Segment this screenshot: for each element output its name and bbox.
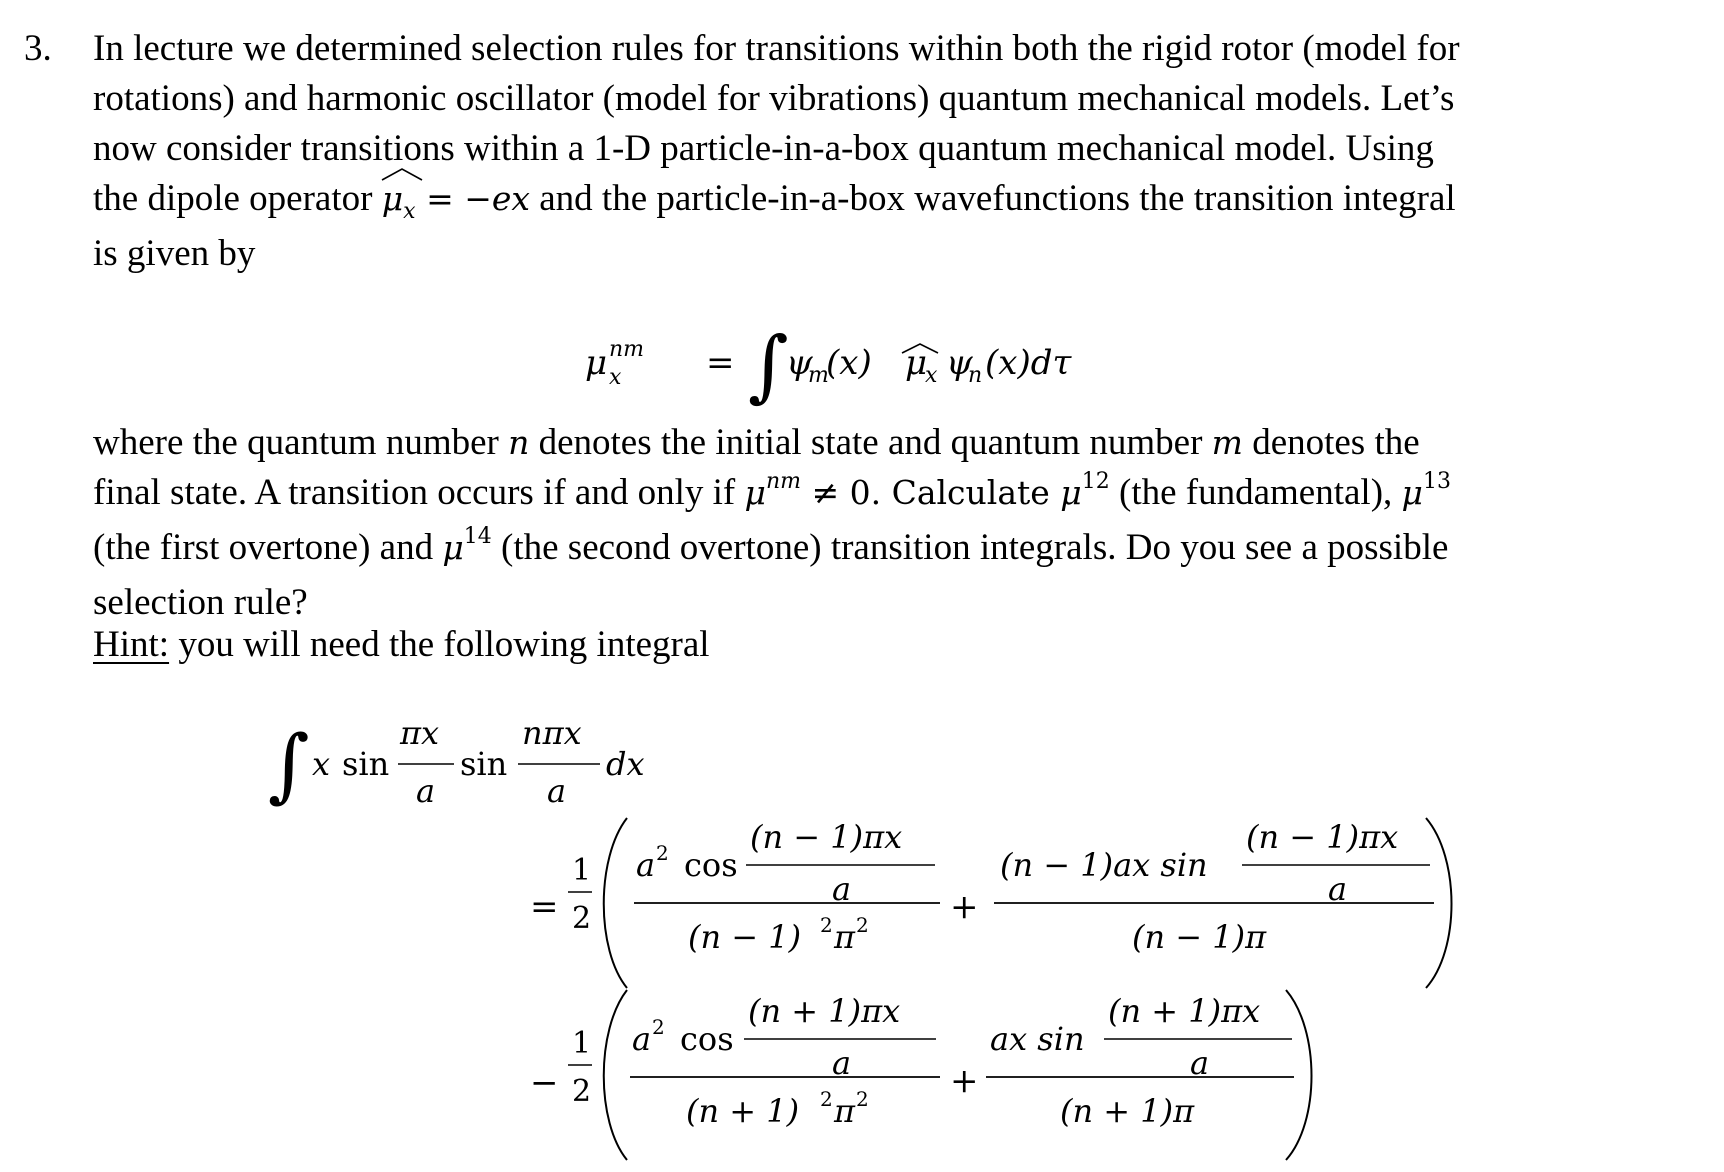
hint-row2-cos-arg-num: (n + 1)πx xyxy=(748,992,901,1030)
hint-row1-a: a xyxy=(636,846,656,884)
hint-row2-right-paren xyxy=(1286,990,1312,1160)
hint-lhs-frac1-den: a xyxy=(416,772,436,810)
intro-line-4-ex: ex xyxy=(491,179,530,218)
body-line-1 xyxy=(93,418,1693,468)
question-number: 3. xyxy=(24,28,52,69)
eq1-op-mu: μ xyxy=(905,343,928,383)
dipole-operator-mu: μ xyxy=(381,179,404,218)
hint-row2-term2-den: (n + 1)π xyxy=(1060,1092,1195,1130)
var-m: m xyxy=(1211,423,1243,462)
hint-row1-term1-den-sq1: 2 xyxy=(820,913,833,937)
hint-row1-sin-arg-num: (n − 1)πx xyxy=(1246,818,1399,856)
eq1-sub-x: x xyxy=(609,365,622,390)
body-line-2-neq: ≠ 0. Calculate xyxy=(800,473,1061,512)
intro-line-2: rotations) and harmonic oscillator (model for vibrations) quantum mechanical models. Let’s xyxy=(93,78,1455,119)
mu-14-symbol: μ xyxy=(442,528,464,567)
hint-row2-half-den: 2 xyxy=(572,1074,592,1109)
body-line-2-e: (the fundamental), xyxy=(1109,472,1402,513)
eq1-arg-2: (x)dτ xyxy=(985,343,1072,383)
eq1-psi-m-sub: m xyxy=(808,363,829,388)
hint-row2-term2-prefix: ax sin xyxy=(990,1020,1085,1058)
hint-lhs-frac1-num: πx xyxy=(400,714,440,752)
mu-12-symbol: μ xyxy=(1060,473,1082,512)
hint-lhs-frac2-num: nπx xyxy=(522,714,582,752)
hint-row1-term1-den: (n − 1) xyxy=(688,918,802,956)
body-line-4: selection rule? xyxy=(93,582,308,623)
hint-row1-cos: cos xyxy=(684,846,738,884)
hint-row1-equals: = xyxy=(530,887,559,927)
hint-row2-sin-arg-num: (n + 1)πx xyxy=(1108,992,1261,1030)
hint-row1-term1-den-sq2: 2 xyxy=(856,913,869,937)
question-body xyxy=(93,418,1693,628)
hint-row2-minus: − xyxy=(530,1063,559,1103)
hint-row2-sin-arg-den: a xyxy=(1190,1044,1210,1082)
hint-row2-cos: cos xyxy=(680,1020,734,1058)
hint-lhs-sin-2: sin xyxy=(460,745,508,783)
hint-row2-term1-den-pi: π xyxy=(834,1092,856,1130)
body-line-3 xyxy=(93,523,1693,578)
eq1-sup-nm: nm xyxy=(609,337,645,362)
hint-row2-term1-den-sq1: 2 xyxy=(820,1087,833,1111)
mu-13-sup: 13 xyxy=(1422,469,1451,494)
hint-row2-plus: + xyxy=(950,1061,979,1101)
hint-text: you will need the following integral xyxy=(169,624,710,665)
eq1-psi-m: ψ xyxy=(786,343,813,383)
body-line-1-a: where the quantum number xyxy=(93,422,509,463)
var-n: n xyxy=(508,423,530,462)
hint-integral-equation xyxy=(268,714,1452,1160)
hint-row2-left-paren xyxy=(604,990,627,1160)
hint-row2-a-sq: 2 xyxy=(652,1015,665,1039)
hint-integral-sign: ∫ xyxy=(268,718,310,811)
hint-row1-term2-prefix: (n − 1)ax sin xyxy=(1000,846,1208,884)
eq1-integral-sign: ∫ xyxy=(748,321,789,411)
hint-row1-cos-arg-num: (n − 1)πx xyxy=(750,818,903,856)
body-line-1-b: denotes the initial state and quantum number xyxy=(529,422,1212,463)
eq1-mu: μ xyxy=(585,343,608,383)
hint-row1-plus: + xyxy=(950,887,979,927)
mu-nm-sup: nm xyxy=(765,469,801,494)
hint-label: Hint: xyxy=(93,624,170,665)
body-line-3-b: (the second overtone) transition integrals. Do you see a possible xyxy=(491,527,1449,568)
hint-row1-half-num: 1 xyxy=(572,853,592,888)
hint-row1-half-den: 2 xyxy=(572,901,592,936)
hint-row1-term2-den: (n − 1)π xyxy=(1132,918,1267,956)
eq1-psi-n-sub: n xyxy=(968,363,983,388)
eq1-psi-n: ψ xyxy=(946,343,973,383)
hint-lhs-dx: dx xyxy=(606,745,645,783)
transition-integral-equation xyxy=(585,321,1072,411)
eq1-arg-1: (x) xyxy=(826,343,872,383)
hint-row2-half-num: 1 xyxy=(572,1026,592,1061)
hint-row2-term1-den: (n + 1) xyxy=(686,1092,800,1130)
body-line-2 xyxy=(93,468,1693,523)
mu-12-sup: 12 xyxy=(1081,469,1110,494)
hint-row1-cos-arg-den: a xyxy=(832,870,852,908)
hint-row2-term1-den-sq2: 2 xyxy=(856,1087,869,1111)
mu-13-symbol: μ xyxy=(1401,473,1423,512)
hint-lhs-frac2-den: a xyxy=(547,772,567,810)
intro-line-4-eq: = − xyxy=(415,179,492,218)
hint-row1-sin-arg-den: a xyxy=(1328,870,1348,908)
hint-row1-a-sq: 2 xyxy=(656,841,669,865)
intro-line-4-text-b: and the particle-in-a-box wavefunctions the transition integral xyxy=(530,178,1456,219)
body-line-2-a: final state. A transition occurs if and only if xyxy=(93,472,745,513)
hint-lhs-sin-1: sin xyxy=(342,745,390,783)
intro-line-4-text-a: the dipole operator xyxy=(93,178,382,219)
hint-row2-cos-arg-den: a xyxy=(832,1044,852,1082)
hint-line xyxy=(93,620,1693,670)
intro-line-3: now consider transitions within a 1-D particle-in-a-box quantum mechanical model. Using xyxy=(93,128,1434,169)
mu-nm-symbol: μ xyxy=(744,473,766,512)
hint-row2-a: a xyxy=(632,1020,652,1058)
body-line-3-a: (the first overtone) and xyxy=(93,527,443,568)
body-line-1-c: denotes the xyxy=(1242,422,1420,463)
hint-row1-left-paren xyxy=(604,818,627,988)
mu-14-sup: 14 xyxy=(463,524,492,549)
intro-line-1: In lecture we determined selection rules for transitions within both the rigid rotor (model for xyxy=(93,28,1460,69)
eq1-equals: = xyxy=(706,343,735,383)
hint-lhs-x: x xyxy=(312,745,331,783)
eq1-op-sub: x xyxy=(925,363,938,388)
intro-line-5: is given by xyxy=(93,233,256,274)
hint-row1-term1-den-pi: π xyxy=(834,918,856,956)
dipole-operator-sub: x xyxy=(403,199,416,224)
